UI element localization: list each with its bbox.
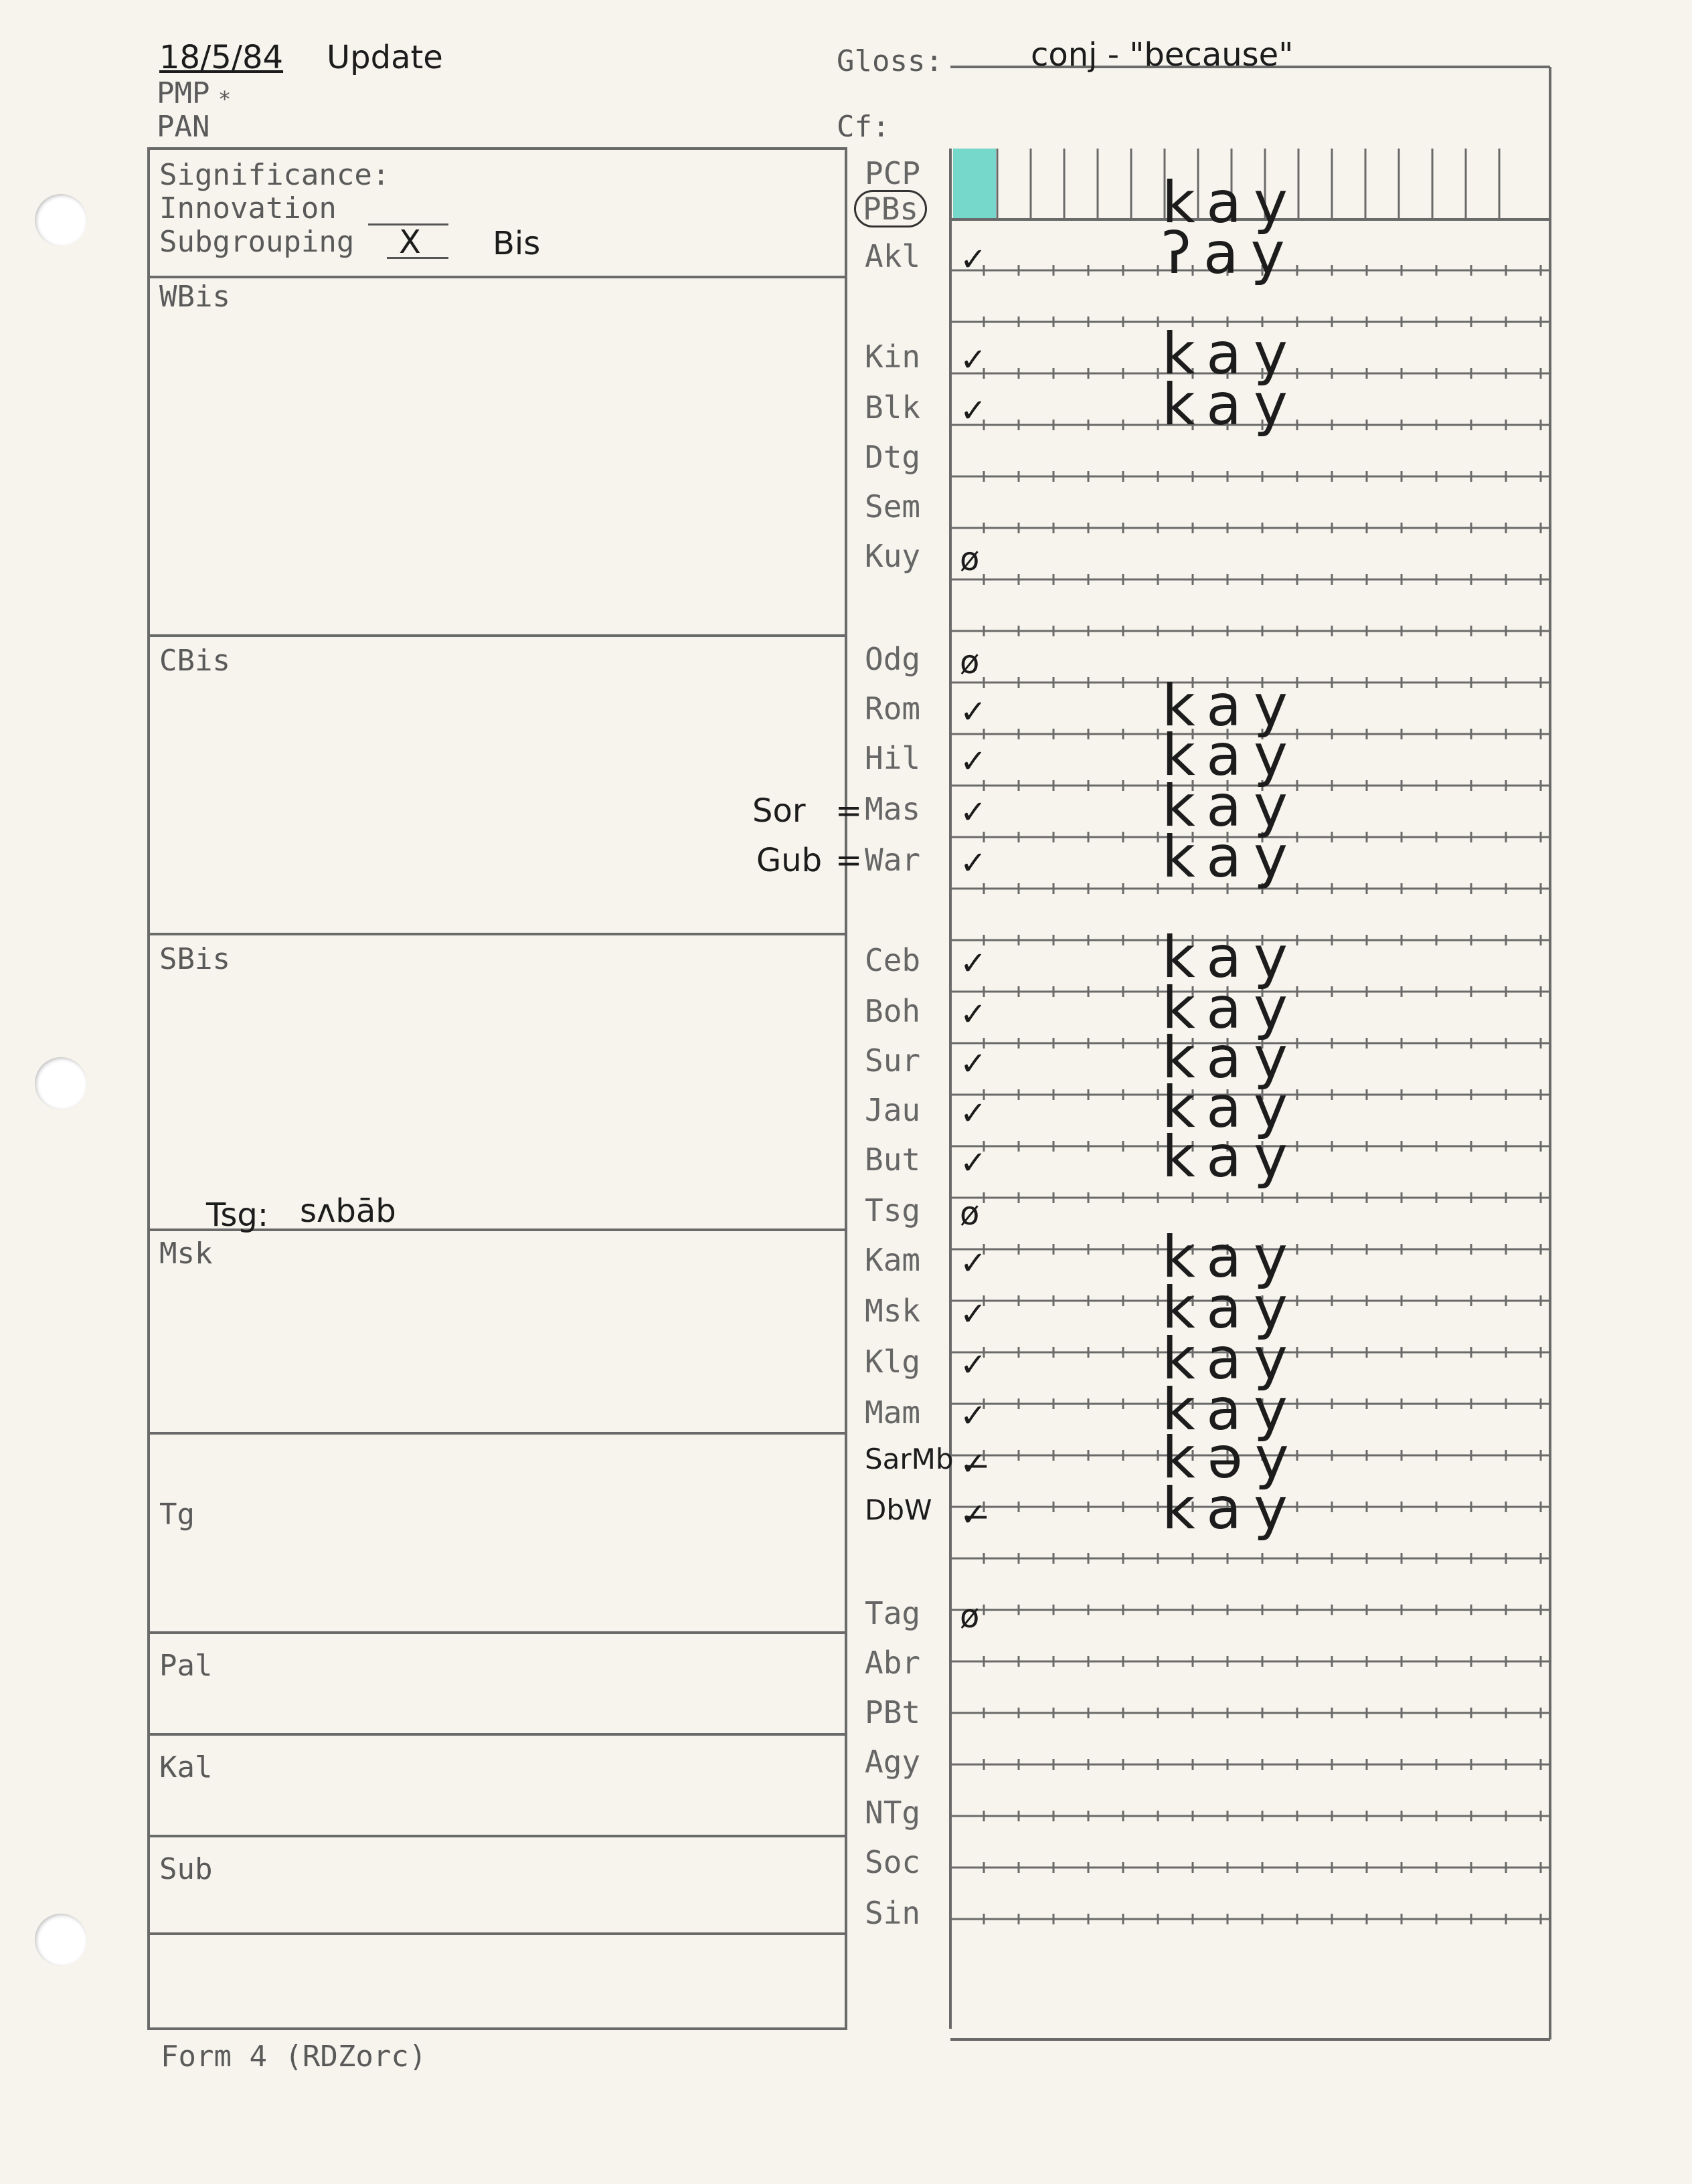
lang-label: Sur [865, 1042, 921, 1079]
lang-label: Tsg [865, 1192, 921, 1228]
row-mark: ✓ [960, 1346, 987, 1384]
subgrouping-label: Subgrouping [159, 225, 355, 259]
note-gub-equals: = [835, 842, 863, 879]
note-sor: Sor [752, 792, 806, 830]
row-mark: ✓̶ [960, 1496, 987, 1534]
reflex-form: kay [1162, 1475, 1300, 1542]
significance-title: Significance: [159, 158, 390, 192]
reflex-form: kay [1162, 672, 1300, 739]
lang-label: Dtg [865, 439, 921, 475]
lang-label: Jau [865, 1092, 921, 1128]
lang-label: Blk [865, 389, 921, 426]
subgrouping-blank [387, 257, 448, 259]
reflex-form: kay [1162, 1074, 1300, 1141]
group-label-sbis: SBis [159, 942, 230, 976]
date: 18/5/84 [159, 39, 284, 76]
row-mark: ✓ [960, 1397, 987, 1435]
reflex-form: kay [1162, 1123, 1300, 1190]
row-mark: ✓ [960, 1295, 987, 1333]
lang-label: NTg [865, 1795, 921, 1831]
lang-label: Kuy [865, 538, 921, 574]
lang-label: Rom [865, 691, 921, 727]
update-label: Update [327, 39, 443, 76]
note-tsg-label: Tsg: [206, 1196, 269, 1234]
lang-label: Boh [865, 993, 921, 1029]
lang-label: Kam [865, 1242, 921, 1278]
subgrouping-mark: X [399, 223, 421, 261]
reflex-form: kay [1162, 924, 1300, 991]
row-mark: ✓ [960, 743, 987, 780]
lang-label: Ceb [865, 942, 921, 978]
form-footer: Form 4 (RDZorc) [161, 2039, 427, 2074]
row-mark: ✓ [960, 945, 987, 982]
group-label-kal: Kal [159, 1750, 213, 1785]
reflex-form: kay [1162, 773, 1300, 840]
reflex-form: kay [1162, 169, 1300, 236]
row-mark: ✓ [960, 1144, 987, 1182]
row-mark: ✓ [960, 1245, 987, 1282]
reflex-form: ʔay [1162, 220, 1297, 287]
reflex-form: kay [1162, 1024, 1300, 1091]
row-mark: ✓ [960, 241, 987, 278]
row-mark: ø [960, 541, 980, 578]
row-mark: ✓ [960, 996, 987, 1033]
group-label-msk: Msk [159, 1237, 213, 1271]
row-mark: ø [960, 644, 980, 681]
lang-label: Klg [865, 1344, 921, 1380]
lang-label: Tag [865, 1595, 921, 1631]
lang-label: PCP [865, 155, 921, 191]
row-mark: ✓̶ [960, 1445, 987, 1483]
pan-label: PAN [157, 110, 210, 144]
punch-hole-bottom [35, 1914, 87, 1966]
lang-label: Akl [865, 238, 921, 274]
reflex-form: kay [1162, 1275, 1300, 1342]
lang-label: Msk [865, 1293, 921, 1329]
row-mark: ø [960, 1195, 980, 1233]
group-label-tg: Tg [159, 1497, 195, 1532]
subgrouping-note: Bis [493, 225, 541, 262]
reflex-form: kay [1162, 824, 1300, 891]
reflex-form: kay [1162, 1224, 1300, 1291]
lang-label: DbW [865, 1493, 932, 1526]
lang-label: Abr [865, 1645, 921, 1681]
reflex-form: kəy [1162, 1425, 1301, 1491]
lang-label: Mas [865, 791, 921, 827]
row-mark: ✓ [960, 1045, 987, 1083]
lang-label: Agy [865, 1744, 921, 1780]
group-label-pal: Pal [159, 1649, 213, 1683]
lang-label: SarMb [865, 1443, 954, 1475]
lang-label: PBs [854, 190, 927, 227]
reflex-form: kay [1162, 371, 1300, 438]
group-label-cbis: CBis [159, 644, 230, 678]
punch-hole-middle [35, 1057, 87, 1109]
row-mark: ✓ [960, 341, 987, 379]
cf-label: Cf: [837, 110, 890, 144]
pmp-label: PMP [157, 76, 210, 110]
lang-label: War [865, 842, 921, 878]
lang-label: Hil [865, 740, 921, 776]
lang-label: Kin [865, 339, 921, 375]
note-gub: Gub [756, 842, 823, 879]
group-label-wbis: WBis [159, 280, 230, 314]
reflex-form: kay [1162, 1376, 1300, 1443]
note-tsg-form: sʌbāb [300, 1192, 396, 1230]
punch-hole-top [35, 194, 87, 246]
reflex-form: kay [1162, 1326, 1300, 1392]
row-mark: ✓ [960, 844, 987, 882]
row-mark: ✓ [960, 392, 987, 430]
row-mark: ✓ [960, 693, 987, 731]
lang-label: Soc [865, 1844, 921, 1880]
reflex-form: kay [1162, 975, 1300, 1042]
row-mark: ø [960, 1598, 980, 1635]
pmp-star: * [218, 86, 232, 112]
reflex-form: kay [1162, 722, 1300, 789]
lang-label: Sin [865, 1895, 921, 1931]
gloss-label: Gloss: [837, 44, 943, 78]
lang-label: Odg [865, 641, 921, 677]
lang-label: PBt [865, 1694, 921, 1730]
note-sor-equals: = [835, 792, 863, 830]
gloss-value: conj - "because" [1031, 36, 1294, 74]
lang-label: Sem [865, 488, 921, 525]
innovation-label: Innovation [159, 191, 337, 225]
row-mark: ✓ [960, 794, 987, 831]
reflex-form: kay [1162, 321, 1300, 387]
row-mark: ✓ [960, 1095, 987, 1132]
lang-label: But [865, 1142, 921, 1178]
lang-label: Mam [865, 1394, 921, 1431]
group-label-sub: Sub [159, 1852, 213, 1886]
highlight-swatch [953, 149, 996, 218]
